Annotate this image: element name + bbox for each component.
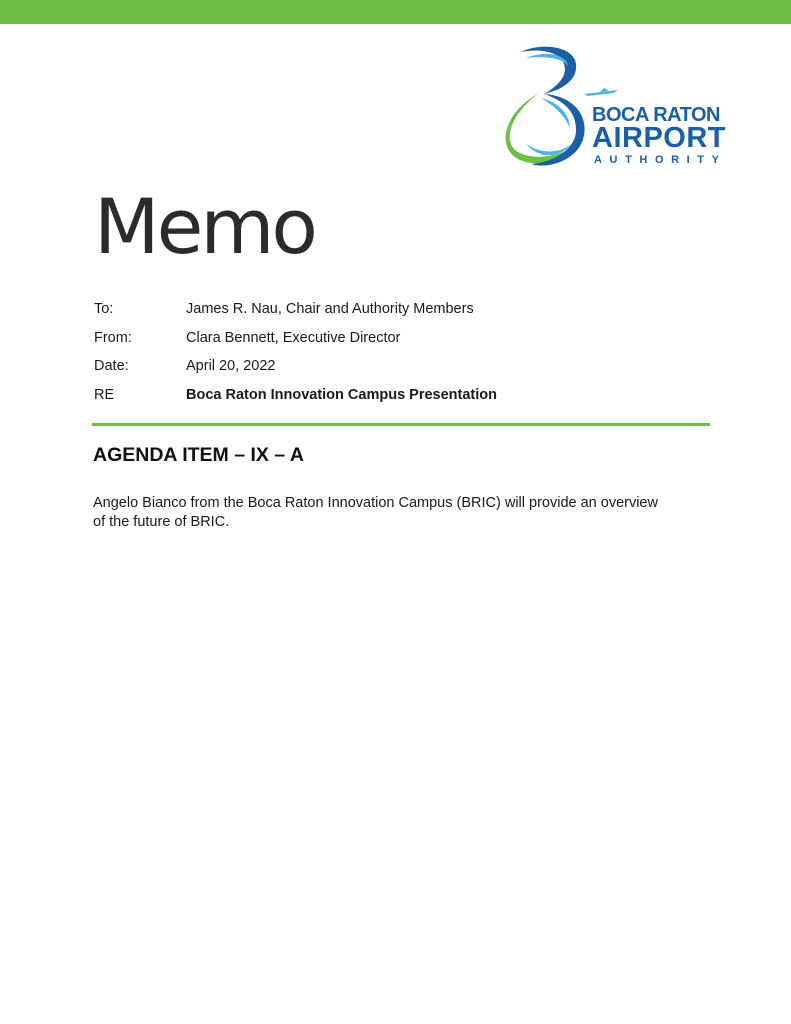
body-line: Angelo Bianco from the Boca Raton Innovation Campus (BRIC) will provide an overview <box>93 495 658 511</box>
field-label: To: <box>94 301 114 317</box>
agenda-heading: AGENDA ITEM – IX – A <box>93 444 304 466</box>
field-re <box>94 387 714 416</box>
field-date <box>94 358 714 387</box>
field-label: From: <box>94 329 132 346</box>
section-divider <box>92 423 710 426</box>
airplane-icon <box>584 88 618 96</box>
memo-title: Memo <box>94 182 315 271</box>
memo-body <box>93 494 713 532</box>
header-bar <box>0 0 791 24</box>
field-value: Boca Raton Innovation Campus Presentation <box>186 386 497 403</box>
airport-authority-logo <box>496 44 736 172</box>
logo-line-airport: AIRPORT <box>592 122 726 154</box>
body-line: of the future of BRIC. <box>93 514 230 530</box>
logo-line-authority: AUTHORITY <box>594 154 727 166</box>
field-from <box>94 330 714 359</box>
logo-line-boca-raton: BOCA RATON <box>592 104 720 126</box>
field-label: RE <box>94 386 115 403</box>
field-value: April 20, 2022 <box>186 358 276 374</box>
field-value: James R. Nau, Chair and Authority Members <box>186 301 474 317</box>
field-value: Clara Bennett, Executive Director <box>186 329 401 346</box>
memo-header-fields <box>94 301 714 415</box>
field-to <box>94 301 714 330</box>
field-label: Date: <box>94 358 129 374</box>
